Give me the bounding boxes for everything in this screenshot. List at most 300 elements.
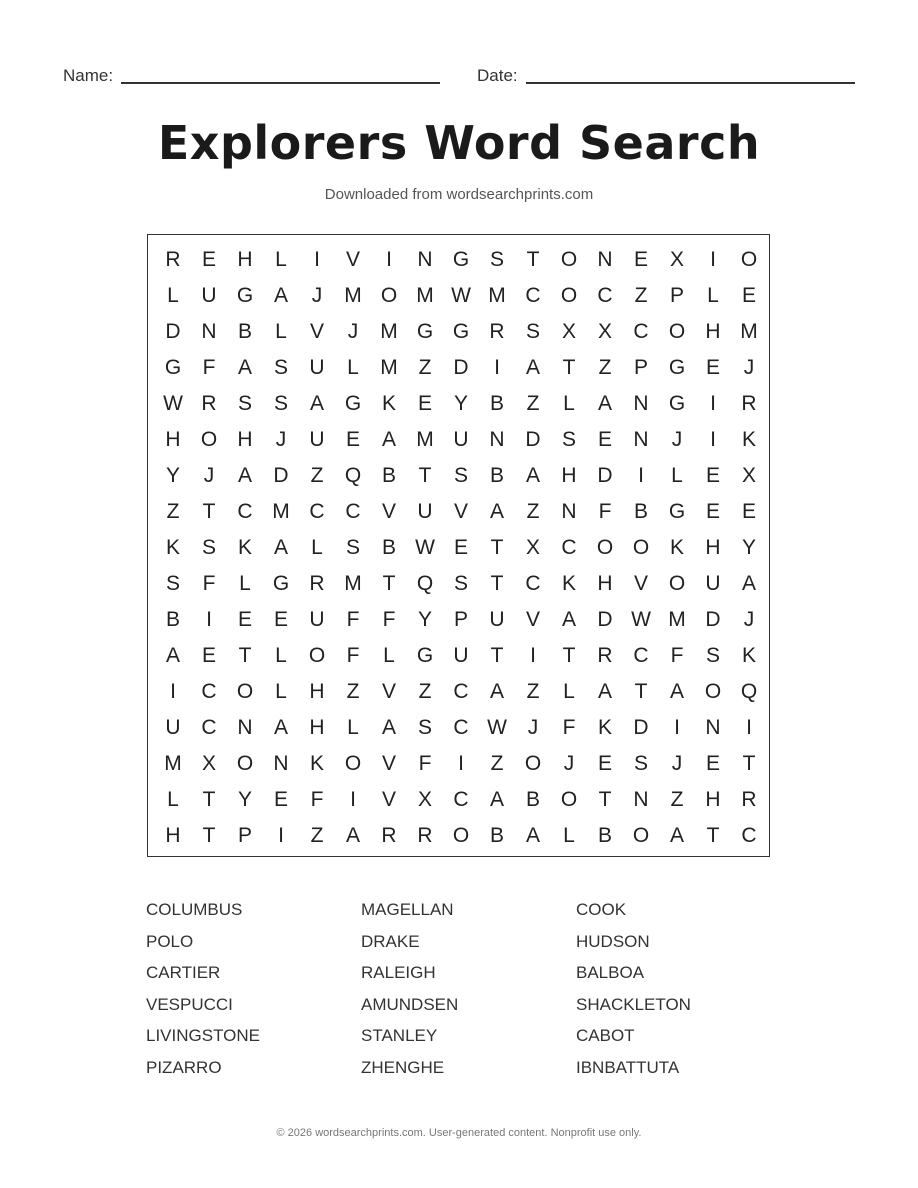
grid-cell: R bbox=[417, 824, 433, 847]
grid-cell: S bbox=[417, 716, 432, 739]
grid-cell: B bbox=[489, 392, 504, 415]
grid-cell: I bbox=[710, 428, 716, 451]
grid-cell: A bbox=[741, 572, 756, 595]
grid-cell: N bbox=[633, 428, 649, 451]
grid-cell: P bbox=[237, 824, 252, 847]
grid-cell: X bbox=[561, 320, 576, 343]
grid-cell: T bbox=[202, 500, 216, 523]
grid-cell: H bbox=[309, 716, 325, 739]
grid-cell: V bbox=[381, 788, 396, 811]
grid-cell: V bbox=[525, 608, 540, 631]
grid-cell: Y bbox=[165, 464, 180, 487]
grid-cell: M bbox=[740, 320, 758, 343]
word-list-item: LIVINGSTONE bbox=[146, 1026, 260, 1045]
footer-note: © 2026 wordsearchprints.com. User-generated content. Nonprofit use only. bbox=[276, 1127, 642, 1139]
grid-cell: H bbox=[561, 464, 577, 487]
date-field-line[interactable] bbox=[526, 82, 855, 84]
grid-cell: B bbox=[381, 536, 396, 559]
grid-cell: B bbox=[381, 464, 396, 487]
grid-cell: T bbox=[202, 824, 216, 847]
grid-cell: M bbox=[416, 428, 434, 451]
grid-cell: E bbox=[237, 608, 252, 631]
grid-cell: N bbox=[561, 500, 577, 523]
grid-cell: F bbox=[202, 356, 216, 379]
grid-cell: D bbox=[633, 716, 649, 739]
grid-cell: I bbox=[710, 248, 716, 271]
grid-cell: U bbox=[309, 428, 325, 451]
grid-cell: A bbox=[597, 680, 612, 703]
grid-cell: A bbox=[237, 356, 252, 379]
grid-cell: O bbox=[668, 572, 686, 595]
grid-cell: F bbox=[418, 752, 432, 775]
grid-cell: Z bbox=[526, 680, 540, 703]
grid-cell: L bbox=[167, 284, 179, 307]
grid-cell: Y bbox=[237, 788, 252, 811]
grid-cell: U bbox=[489, 608, 505, 631]
grid-cell: D bbox=[525, 428, 541, 451]
grid-cell: I bbox=[494, 356, 500, 379]
grid-cell: G bbox=[668, 356, 686, 379]
grid-cell: P bbox=[633, 356, 648, 379]
grid-cell: A bbox=[561, 608, 576, 631]
word-list-item: IBNBATTUTA bbox=[576, 1057, 680, 1077]
grid-cell: Q bbox=[416, 572, 434, 595]
word-list-item: COLUMBUS bbox=[146, 900, 243, 919]
word-list-item: SHACKLETON bbox=[576, 994, 691, 1014]
grid-cell: C bbox=[201, 716, 217, 739]
grid-cell: J bbox=[203, 464, 215, 487]
grid-cell: C bbox=[309, 500, 325, 523]
grid-cell: V bbox=[381, 500, 396, 523]
grid-cell: O bbox=[668, 320, 686, 343]
grid-cell: D bbox=[597, 608, 613, 631]
grid-cell: O bbox=[740, 248, 758, 271]
grid-cell: T bbox=[490, 536, 504, 559]
grid-cell: E bbox=[597, 752, 612, 775]
grid-cell: Q bbox=[740, 680, 758, 703]
grid-cell: K bbox=[597, 716, 612, 739]
grid-cell: O bbox=[308, 644, 326, 667]
grid-cell: Z bbox=[418, 356, 432, 379]
grid-cell: S bbox=[201, 536, 216, 559]
grid-cell: M bbox=[380, 320, 398, 343]
grid-cell: M bbox=[272, 500, 290, 523]
grid-cell: K bbox=[237, 536, 252, 559]
grid-cell: U bbox=[453, 644, 469, 667]
grid-cell: A bbox=[525, 464, 540, 487]
grid-cell: C bbox=[633, 644, 649, 667]
grid-cell: S bbox=[345, 536, 360, 559]
word-list-item: CARTIER bbox=[146, 963, 221, 982]
grid-cell: O bbox=[632, 536, 650, 559]
grid-cell: L bbox=[563, 392, 575, 415]
grid-cell: T bbox=[526, 248, 540, 271]
grid-cell: A bbox=[489, 680, 504, 703]
word-list-item: AMUNDSEN bbox=[361, 994, 459, 1014]
grid-cell: N bbox=[705, 716, 721, 739]
grid-cell: C bbox=[201, 680, 217, 703]
grid-cell: A bbox=[273, 284, 288, 307]
grid-cell: K bbox=[561, 572, 576, 595]
grid-cell: Z bbox=[526, 500, 540, 523]
grid-cell: N bbox=[489, 428, 505, 451]
grid-cell: G bbox=[416, 644, 434, 667]
grid-cell: I bbox=[674, 716, 680, 739]
grid-cell: O bbox=[200, 428, 218, 451]
grid-cell: F bbox=[598, 500, 612, 523]
grid-cell: A bbox=[489, 788, 504, 811]
grid-cell: Z bbox=[310, 464, 324, 487]
grid-cell: G bbox=[668, 392, 686, 415]
grid-cell: Z bbox=[598, 356, 612, 379]
grid-cell: V bbox=[633, 572, 648, 595]
grid-cell: R bbox=[597, 644, 613, 667]
grid-cell: R bbox=[201, 392, 217, 415]
grid-cell: G bbox=[272, 572, 290, 595]
grid-cell: C bbox=[741, 824, 757, 847]
grid-cell: J bbox=[347, 320, 359, 343]
grid-cell: U bbox=[705, 572, 721, 595]
grid-cell: G bbox=[416, 320, 434, 343]
name-label: Name: bbox=[63, 66, 114, 85]
grid-cell: J bbox=[563, 752, 575, 775]
grid-cell: H bbox=[705, 788, 721, 811]
grid-cell: H bbox=[237, 248, 253, 271]
grid-cell: B bbox=[489, 464, 504, 487]
word-list-item: VESPUCCI bbox=[146, 994, 233, 1014]
grid-cell: O bbox=[236, 680, 254, 703]
grid-cell: A bbox=[273, 716, 288, 739]
word-list-item: PIZARRO bbox=[146, 1057, 222, 1077]
grid-cell: L bbox=[239, 572, 251, 595]
grid-cell: D bbox=[273, 464, 289, 487]
grid-cell: S bbox=[273, 356, 288, 379]
grid-cell: M bbox=[344, 284, 362, 307]
grid-cell: P bbox=[669, 284, 684, 307]
word-list-item: COOK bbox=[576, 900, 627, 919]
grid-cell: R bbox=[741, 392, 757, 415]
grid-cell: C bbox=[561, 536, 577, 559]
grid-cell: G bbox=[344, 392, 362, 415]
grid-cell: C bbox=[345, 500, 361, 523]
grid-cell: A bbox=[525, 824, 540, 847]
grid-cell: O bbox=[524, 752, 542, 775]
grid-cell: B bbox=[597, 824, 612, 847]
grid-cell: M bbox=[164, 752, 182, 775]
grid-cell: L bbox=[275, 680, 287, 703]
grid-cell: M bbox=[416, 284, 434, 307]
grid-cell: E bbox=[633, 248, 648, 271]
grid-cell: F bbox=[562, 716, 576, 739]
grid-cell: T bbox=[562, 356, 576, 379]
grid-cell: B bbox=[525, 788, 540, 811]
grid-cell: W bbox=[631, 608, 651, 631]
grid-cell: J bbox=[671, 752, 683, 775]
grid-cell: A bbox=[489, 500, 504, 523]
grid-cell: N bbox=[597, 248, 613, 271]
word-list-item: CABOT bbox=[576, 1026, 635, 1045]
grid-cell: Q bbox=[344, 464, 362, 487]
grid-cell: R bbox=[741, 788, 757, 811]
grid-cell: L bbox=[311, 536, 323, 559]
name-field-line[interactable] bbox=[121, 82, 440, 84]
grid-cell: T bbox=[490, 572, 504, 595]
grid-cell: U bbox=[309, 608, 325, 631]
page-title: Explorers Word Search bbox=[157, 116, 761, 170]
grid-cell: E bbox=[345, 428, 360, 451]
grid-cell: M bbox=[668, 608, 686, 631]
grid-cell: J bbox=[743, 356, 755, 379]
grid-cell: Z bbox=[526, 392, 540, 415]
grid-cell: L bbox=[167, 788, 179, 811]
grid-cell: I bbox=[170, 680, 176, 703]
word-list bbox=[146, 898, 786, 1087]
grid-cell: X bbox=[201, 752, 216, 775]
grid-cell: E bbox=[741, 500, 756, 523]
grid-cell: Y bbox=[453, 392, 468, 415]
grid-cell: Z bbox=[670, 788, 684, 811]
grid-cell: R bbox=[165, 248, 181, 271]
grid-cell: D bbox=[705, 608, 721, 631]
grid-cell: I bbox=[638, 464, 644, 487]
grid-cell: V bbox=[381, 680, 396, 703]
grid-cell: H bbox=[705, 536, 721, 559]
grid-cell: C bbox=[453, 680, 469, 703]
grid-cell: I bbox=[278, 824, 284, 847]
grid-cell: U bbox=[201, 284, 217, 307]
grid-cell: U bbox=[309, 356, 325, 379]
grid-cell: J bbox=[275, 428, 287, 451]
grid-cell: S bbox=[165, 572, 180, 595]
grid-cell: O bbox=[704, 680, 722, 703]
page-subtitle: Downloaded from wordsearchprints.com bbox=[324, 186, 594, 203]
grid-cell: I bbox=[710, 392, 716, 415]
grid-cell: O bbox=[560, 284, 578, 307]
grid-cell: X bbox=[741, 464, 756, 487]
grid-cell: E bbox=[705, 752, 720, 775]
word-list-item: RALEIGH bbox=[361, 963, 436, 982]
grid-cell: H bbox=[165, 428, 181, 451]
grid-cell: I bbox=[458, 752, 464, 775]
grid-cell: A bbox=[381, 428, 396, 451]
grid-cell: A bbox=[237, 464, 252, 487]
grid-cell: R bbox=[309, 572, 325, 595]
word-list-item: POLO bbox=[146, 931, 194, 951]
grid-cell: N bbox=[633, 392, 649, 415]
grid-cell: H bbox=[597, 572, 613, 595]
grid-cell: U bbox=[165, 716, 181, 739]
grid-cell: D bbox=[453, 356, 469, 379]
grid-cell: A bbox=[345, 824, 360, 847]
grid-cell: A bbox=[165, 644, 180, 667]
grid-cell: Z bbox=[166, 500, 180, 523]
grid-cell: F bbox=[346, 608, 360, 631]
grid-cell: E bbox=[597, 428, 612, 451]
grid-cell: L bbox=[707, 284, 719, 307]
grid-cell: W bbox=[415, 536, 435, 559]
grid-cell: A bbox=[525, 356, 540, 379]
grid-cell: B bbox=[165, 608, 180, 631]
grid-cell: M bbox=[380, 356, 398, 379]
grid-cell: Y bbox=[741, 536, 756, 559]
grid-cell: S bbox=[633, 752, 648, 775]
grid-cell: X bbox=[669, 248, 684, 271]
grid-cell: S bbox=[453, 572, 468, 595]
grid-cell: K bbox=[381, 392, 396, 415]
grid-cell: Z bbox=[490, 752, 504, 775]
word-list-item: BALBOA bbox=[576, 963, 645, 982]
grid-cell: E bbox=[741, 284, 756, 307]
word-list-item: MAGELLAN bbox=[361, 900, 454, 919]
grid-cell: J bbox=[743, 608, 755, 631]
grid-cell: T bbox=[418, 464, 432, 487]
grid-cell: T bbox=[598, 788, 612, 811]
word-list-item: HUDSON bbox=[576, 931, 650, 951]
grid-cell: L bbox=[383, 644, 395, 667]
grid-cell: D bbox=[597, 464, 613, 487]
grid-cell: L bbox=[347, 356, 359, 379]
grid-cell: N bbox=[417, 248, 433, 271]
grid-cell: D bbox=[165, 320, 181, 343]
grid-cell: E bbox=[201, 644, 216, 667]
grid-cell: E bbox=[453, 536, 468, 559]
grid-cell: F bbox=[202, 572, 216, 595]
grid-cell: R bbox=[381, 824, 397, 847]
grid-cell: T bbox=[562, 644, 576, 667]
grid-cell: F bbox=[670, 644, 684, 667]
grid-cell: F bbox=[346, 644, 360, 667]
grid-cell: J bbox=[527, 716, 539, 739]
grid-cell: T bbox=[490, 644, 504, 667]
grid-cell: G bbox=[452, 320, 470, 343]
grid-cell: A bbox=[597, 392, 612, 415]
grid-cell: G bbox=[164, 356, 182, 379]
grid-cell: Y bbox=[417, 608, 432, 631]
grid-cell: A bbox=[381, 716, 396, 739]
grid-cell: E bbox=[273, 608, 288, 631]
grid-cell: L bbox=[275, 248, 287, 271]
grid-cell: E bbox=[705, 464, 720, 487]
grid-cell: L bbox=[563, 824, 575, 847]
grid-cell: O bbox=[560, 788, 578, 811]
grid-cell: G bbox=[668, 500, 686, 523]
grid-cell: G bbox=[452, 248, 470, 271]
grid-cell: V bbox=[453, 500, 468, 523]
grid-cell: B bbox=[237, 320, 252, 343]
grid-cell: E bbox=[705, 356, 720, 379]
grid-cell: O bbox=[344, 752, 362, 775]
grid-cell: O bbox=[632, 824, 650, 847]
puzzle-grid bbox=[155, 242, 767, 854]
grid-cell: C bbox=[453, 716, 469, 739]
word-list-item: STANLEY bbox=[361, 1026, 438, 1045]
grid-cell: S bbox=[705, 644, 720, 667]
grid-cell: K bbox=[165, 536, 180, 559]
grid-cell: C bbox=[453, 788, 469, 811]
grid-cell: H bbox=[237, 428, 253, 451]
grid-cell: B bbox=[489, 824, 504, 847]
grid-cell: K bbox=[741, 428, 756, 451]
grid-cell: W bbox=[163, 392, 183, 415]
grid-cell: L bbox=[563, 680, 575, 703]
grid-cell: C bbox=[525, 572, 541, 595]
grid-cell: C bbox=[597, 284, 613, 307]
grid-cell: U bbox=[453, 428, 469, 451]
grid-cell: X bbox=[597, 320, 612, 343]
grid-cell: C bbox=[237, 500, 253, 523]
grid-cell: Z bbox=[418, 680, 432, 703]
grid-cell: N bbox=[201, 320, 217, 343]
grid-cell: T bbox=[238, 644, 252, 667]
grid-cell: O bbox=[452, 824, 470, 847]
grid-cell: X bbox=[417, 788, 432, 811]
grid-cell: T bbox=[382, 572, 396, 595]
grid-cell: F bbox=[310, 788, 324, 811]
grid-cell: X bbox=[525, 536, 540, 559]
grid-cell: W bbox=[451, 284, 471, 307]
grid-cell: B bbox=[633, 500, 648, 523]
grid-cell: N bbox=[633, 788, 649, 811]
grid-cell: E bbox=[273, 788, 288, 811]
date-label: Date: bbox=[477, 66, 518, 85]
grid-cell: S bbox=[561, 428, 576, 451]
grid-cell: L bbox=[275, 644, 287, 667]
grid-cell: C bbox=[633, 320, 649, 343]
grid-cell: S bbox=[237, 392, 252, 415]
grid-cell: T bbox=[202, 788, 216, 811]
grid-cell: O bbox=[560, 248, 578, 271]
grid-cell: M bbox=[344, 572, 362, 595]
word-list-item: ZHENGHE bbox=[361, 1057, 445, 1077]
grid-cell: L bbox=[347, 716, 359, 739]
grid-cell: E bbox=[705, 500, 720, 523]
grid-cell: W bbox=[487, 716, 507, 739]
grid-cell: E bbox=[417, 392, 432, 415]
grid-cell: I bbox=[206, 608, 212, 631]
grid-cell: N bbox=[237, 716, 253, 739]
grid-cell: I bbox=[350, 788, 356, 811]
grid-cell: J bbox=[671, 428, 683, 451]
name-date-row bbox=[0, 66, 918, 92]
grid-cell: L bbox=[275, 320, 287, 343]
grid-cell: I bbox=[314, 248, 320, 271]
grid-cell: L bbox=[671, 464, 683, 487]
grid-cell: U bbox=[417, 500, 433, 523]
grid-cell: S bbox=[489, 248, 504, 271]
grid-cell: S bbox=[273, 392, 288, 415]
grid-cell: T bbox=[634, 680, 648, 703]
grid-cell: E bbox=[201, 248, 216, 271]
grid-cell: H bbox=[705, 320, 721, 343]
grid-cell: G bbox=[236, 284, 254, 307]
grid-cell: R bbox=[489, 320, 505, 343]
grid-cell: V bbox=[345, 248, 360, 271]
grid-cell: P bbox=[453, 608, 468, 631]
grid-cell: S bbox=[453, 464, 468, 487]
grid-cell: V bbox=[381, 752, 396, 775]
grid-cell: K bbox=[741, 644, 756, 667]
grid-cell: T bbox=[742, 752, 756, 775]
grid-cell: K bbox=[669, 536, 684, 559]
grid-cell: S bbox=[525, 320, 540, 343]
grid-cell: F bbox=[382, 608, 396, 631]
grid-cell: C bbox=[525, 284, 541, 307]
grid-cell: M bbox=[488, 284, 506, 307]
puzzle-grid-box bbox=[147, 234, 770, 857]
grid-cell: A bbox=[309, 392, 324, 415]
grid-cell: O bbox=[380, 284, 398, 307]
grid-cell: V bbox=[309, 320, 324, 343]
